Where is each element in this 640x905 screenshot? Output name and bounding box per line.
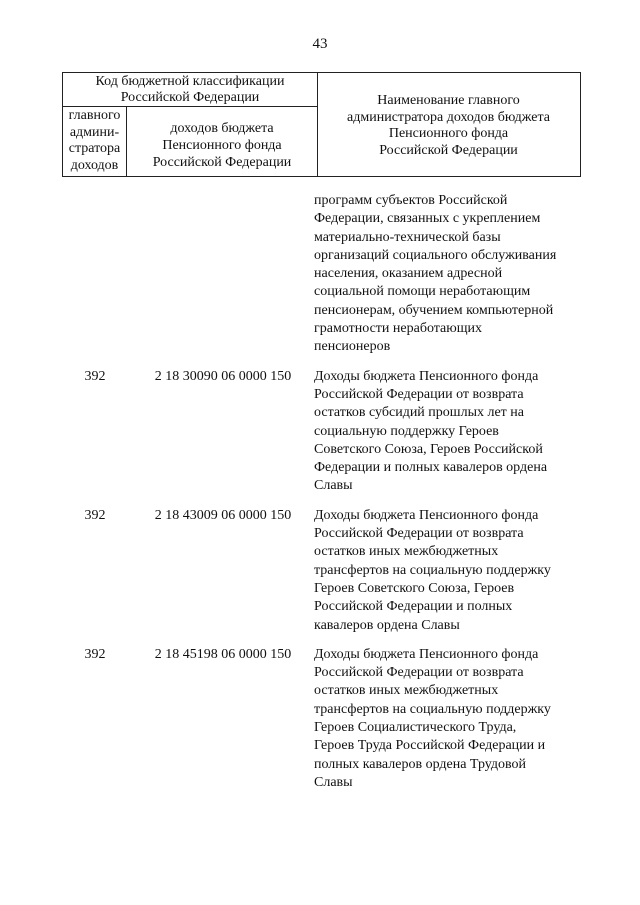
income-code-cell: 2 18 30090 06 0000 150 bbox=[154, 368, 292, 384]
table-header bbox=[62, 72, 581, 177]
admin-code-cell: 392 bbox=[84, 368, 106, 384]
admin-code-cell: 392 bbox=[84, 646, 106, 662]
income-code-cell: 2 18 45198 06 0000 150 bbox=[154, 646, 292, 662]
income-column-header: доходов бюджета Пенсионного фонда Российской Федерации bbox=[152, 121, 292, 170]
income-code-cell: 2 18 43009 06 0000 150 bbox=[154, 507, 292, 523]
name-cell: Доходы бюджета Пенсионного фонда Российской Федерации от возврата остатков иных межбюджетных трансфертов на социальную поддержку Героев Советского Союза, Героев Российской Федерации и полных кавалеров ордена Славы bbox=[314, 507, 551, 633]
name-cell: программ субъектов Российской Федерации, связанных с укреплением материально-технической базы организаций социального обслуживания населения, оказанием адресной социальной помощи неработающим пенсионерам, обучением компьютерной грамотности неработающих пенсионеров bbox=[314, 193, 557, 355]
name-cell: Доходы бюджета Пенсионного фонда Российской Федерации от возврата остатков субсидий прошлых лет на социальную поддержку Героев Советского Союза, Героев Российской Федерации и полных кавалеров ордена Славы bbox=[314, 368, 548, 494]
table-row bbox=[0, 646, 640, 792]
table-row bbox=[0, 507, 640, 635]
page-number: 43 bbox=[312, 36, 328, 52]
admin-code-cell: 392 bbox=[84, 507, 106, 523]
table-row bbox=[0, 192, 640, 357]
budget-code-header bbox=[63, 73, 318, 176]
admin-column-header: главного админи- стратора доходов bbox=[63, 107, 127, 176]
budget-code-label: Код бюджетной классификации Российской Федерации bbox=[63, 73, 317, 107]
name-cell: Доходы бюджета Пенсионного фонда Российской Федерации от возврата остатков иных межбюджетных трансфертов на социальную поддержку Героев Социалистического Труда, Героев Труда Российской Федерации и полных кавалеров ордена Трудовой Славы bbox=[314, 646, 551, 790]
table-row bbox=[0, 368, 640, 496]
table-body bbox=[0, 192, 640, 792]
name-column-header: Наименование главного администратора доходов бюджета Пенсионного фонда Российской Федерации bbox=[347, 93, 550, 158]
